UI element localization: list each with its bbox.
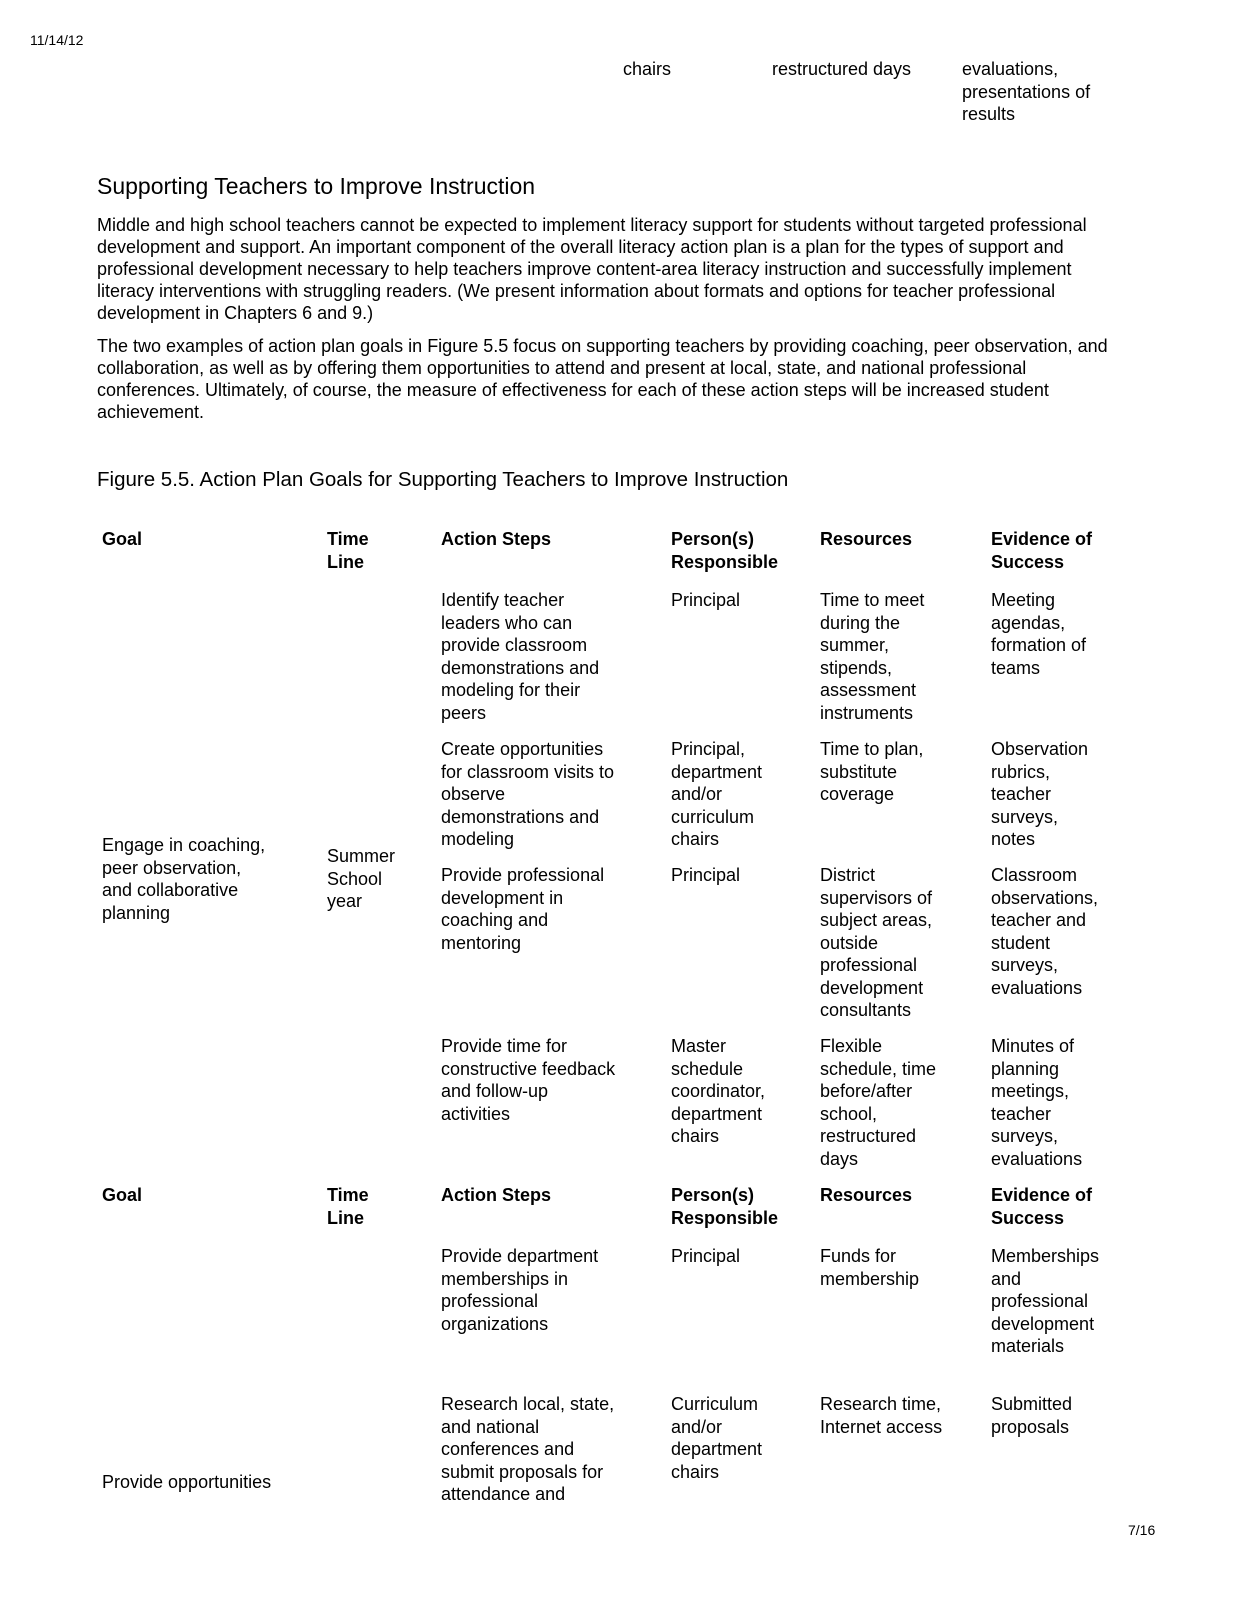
carryover-persons: chairs (623, 59, 672, 79)
action-step: Identify teacher leaders who can provide classroom demonstrations and modeling for their peers (441, 590, 600, 723)
action-step: Provide professional development in coaching and mentoring (441, 865, 605, 953)
goal-2: Provide opportunities (102, 1472, 272, 1492)
evidence: Memberships and professional development materials (991, 1246, 1100, 1356)
print-date: 11/14/12 (30, 32, 84, 48)
action-step: Create opportunities for classroom visits to observe demonstrations and modeling (441, 739, 615, 849)
carryover-resources: restructured days (772, 59, 912, 79)
goal-1: Engage in coaching, peer observation, and collaborative planning (102, 835, 266, 923)
page-number: 7/16 (1128, 1522, 1156, 1538)
person-responsible: Principal (671, 865, 741, 885)
person-responsible: Curriculum and/or department chairs (671, 1394, 763, 1482)
body-paragraph-1: Middle and high school teachers cannot be expected to implement literacy support for students without targeted professional development and support. An important component of the overall literacy action plan is a plan for the types of support and professional development necessary to help teachers improve content-area literacy instruction and successfully implement literacy interventions with struggling readers. (We present information about formats and options for teacher professional development in Chapters 6 and 9.) (97, 215, 1087, 323)
resources: Time to plan, substitute coverage (820, 739, 924, 804)
header-evidence: Evidence of Success (991, 529, 1093, 572)
person-responsible: Principal (671, 590, 741, 610)
evidence: Observation rubrics, teacher surveys, notes (991, 739, 1089, 849)
resources: Research time, Internet access (820, 1394, 943, 1437)
person-responsible: Master schedule coordinator, department chairs (671, 1036, 766, 1146)
resources: District supervisors of subject areas, outside professional development consultants (820, 865, 933, 1020)
header-action-steps: Action Steps (441, 529, 552, 549)
section-title: Supporting Teachers to Improve Instruction (97, 173, 536, 199)
action-step: Research local, state, and national conferences and submit proposals for attendance and (441, 1394, 615, 1504)
person-responsible: Principal, department and/or curriculum chairs (671, 739, 763, 849)
evidence: Classroom observations, teacher and student surveys, evaluations (991, 865, 1099, 998)
header-evidence: Evidence of Success (991, 1185, 1093, 1228)
figure-caption: Figure 5.5. Action Plan Goals for Supporting Teachers to Improve Instruction (97, 468, 789, 491)
timeline-1: Summer School year (327, 846, 396, 911)
header-timeline: Time Line (327, 1185, 369, 1228)
carryover-evidence: evaluations, presentations of results (962, 59, 1091, 124)
evidence: Meeting agendas, formation of teams (991, 590, 1087, 678)
header-timeline: Time Line (327, 529, 369, 572)
action-step: Provide time for constructive feedback and follow-up activities (441, 1036, 616, 1124)
person-responsible: Principal (671, 1246, 741, 1266)
resources: Funds for membership (820, 1246, 920, 1289)
header-resources: Resources (820, 1185, 913, 1205)
header-persons: Person(s) Responsible (671, 529, 779, 572)
header-goal: Goal (102, 529, 143, 549)
body-paragraph-2: The two examples of action plan goals in Figure 5.5 focus on supporting teachers by providing coaching, peer observation, and collaboration, as well as by offering them opportunities to attend and present at local, state, and national professional conferences. Ultimately, of course, the measure of effectiveness for each of these action steps will be increased student achievement. (97, 336, 1108, 422)
header-persons: Person(s) Responsible (671, 1185, 779, 1228)
action-step: Provide department memberships in professional organizations (441, 1246, 599, 1334)
header-goal: Goal (102, 1185, 143, 1205)
header-action-steps: Action Steps (441, 1185, 552, 1205)
evidence: Submitted proposals (991, 1394, 1073, 1437)
resources: Time to meet during the summer, stipends, assessment instruments (820, 590, 925, 723)
header-resources: Resources (820, 529, 913, 549)
evidence: Minutes of planning meetings, teacher surveys, evaluations (991, 1036, 1083, 1169)
resources: Flexible schedule, time before/after school, restructured days (820, 1036, 937, 1169)
